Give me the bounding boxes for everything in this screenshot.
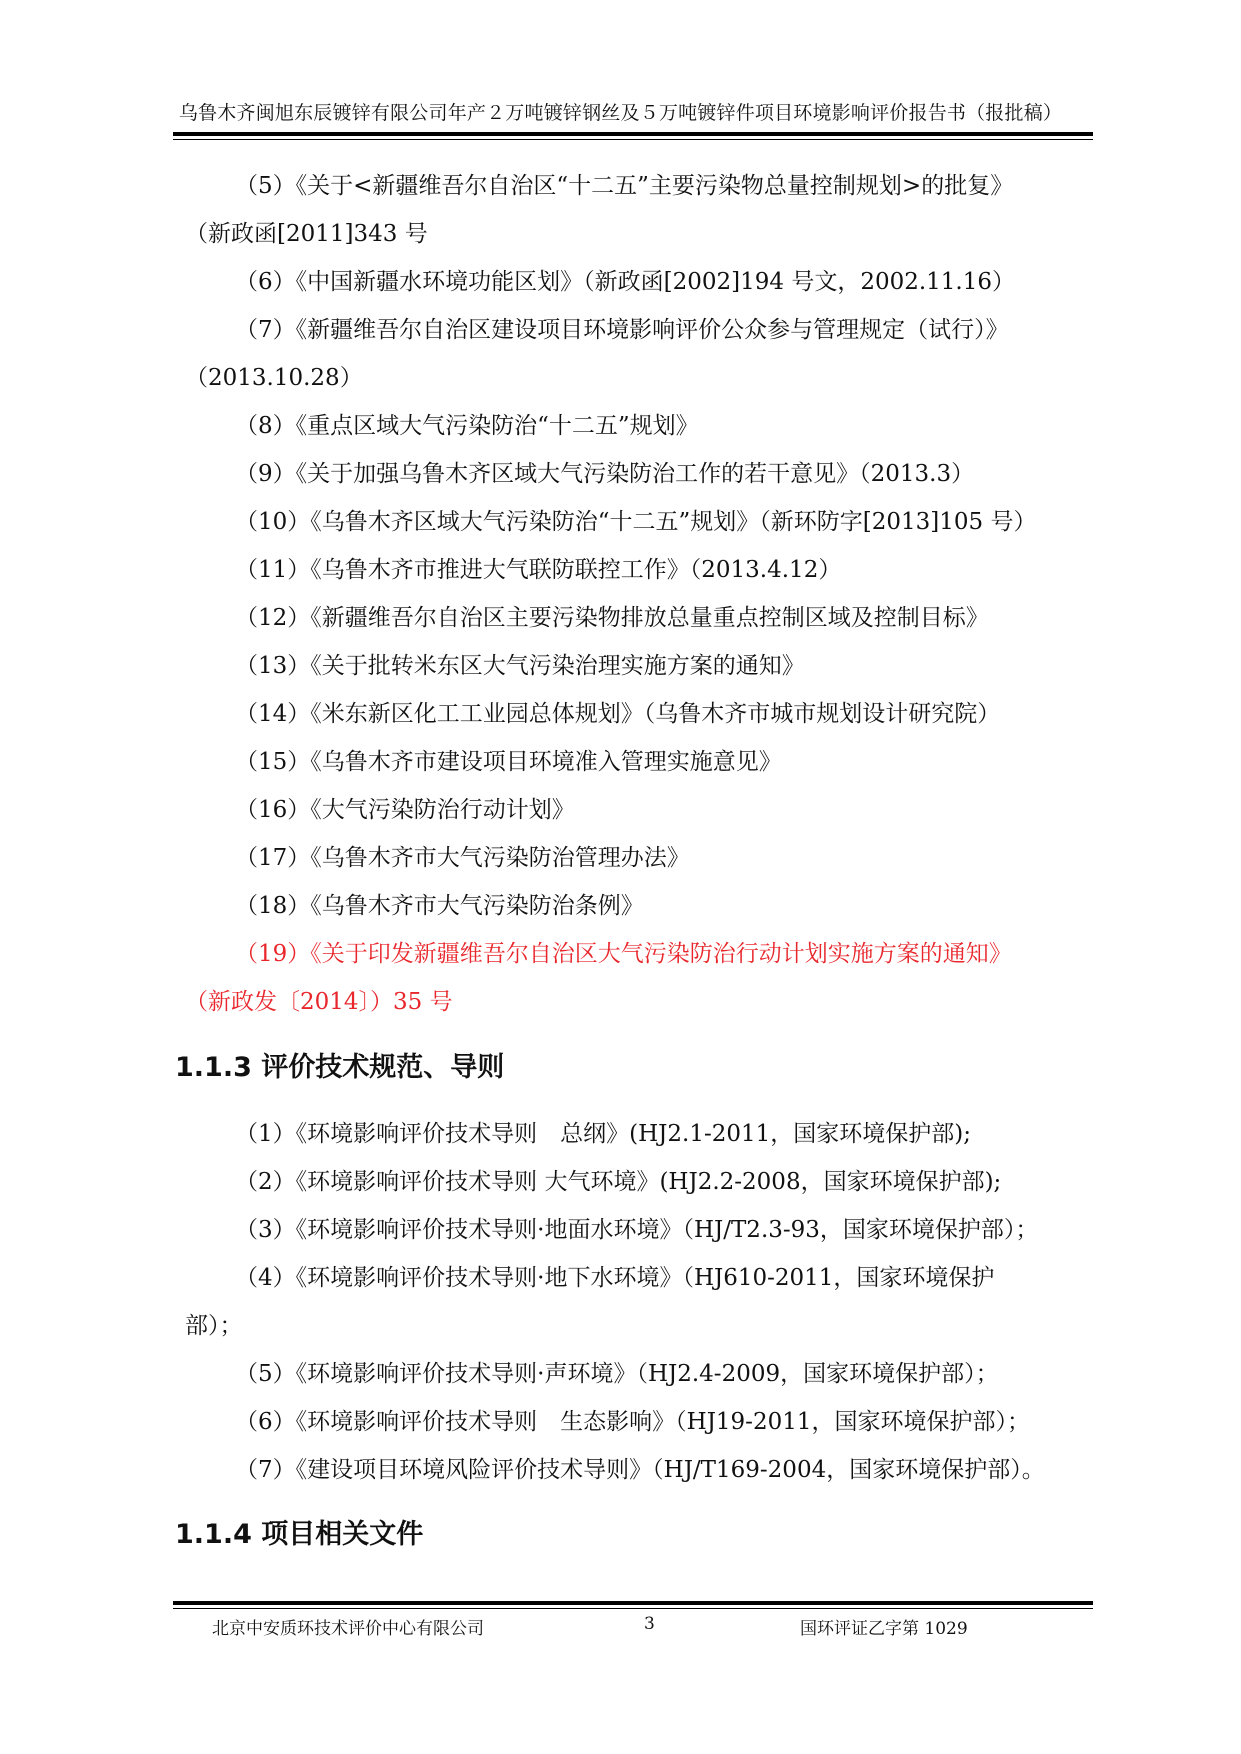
list-item: （8）《重点区域大气污染防治“十二五”规划》	[235, 413, 699, 439]
footer-certificate: 国环评证乙字第 1029	[800, 1619, 968, 1639]
list-item-continuation-highlighted: （新政发〔2014〕）35 号	[185, 989, 453, 1015]
page-number: 3	[644, 1614, 655, 1634]
list-item: （4）《环境影响评价技术导则·地下水环境》（HJ610-2011，国家环境保护	[235, 1265, 995, 1291]
list-item: （3）《环境影响评价技术导则·地面水环境》（HJ/T2.3-93，国家环境保护部）；	[235, 1217, 1039, 1243]
list-item: （6）《中国新疆水环境功能区划》（新政函[2002]194 号文，2002.11.16）	[235, 269, 1016, 295]
list-item: （17）《乌鲁木齐市大气污染防治管理办法》	[235, 845, 690, 871]
list-item-continuation: （新政函[2011]343 号	[185, 221, 428, 247]
list-item: （16）《大气污染防治行动计划》	[235, 797, 575, 823]
header-rule-thick	[173, 132, 1093, 136]
document-title: 乌鲁木齐闽旭东辰镀锌有限公司年产２万吨镀锌钢丝及５万吨镀锌件项目环境影响评价报告书（报批稿）	[178, 102, 1063, 124]
list-item: （10）《乌鲁木齐区域大气污染防治“十二五”规划》（新环防字[2013]105 号）	[235, 509, 1037, 535]
list-item: （9）《关于加强乌鲁木齐区域大气污染防治工作的若干意见》（2013.3）	[235, 461, 975, 487]
list-item-continuation: （2013.10.28）	[185, 365, 363, 391]
list-item: （5）《环境影响评价技术导则·声环境》（HJ2.4-2009，国家环境保护部）；	[235, 1361, 999, 1387]
section-heading-1-1-3: 1.1.3 评价技术规范、导则	[175, 1052, 505, 1083]
list-item: （7）《新疆维吾尔自治区建设项目环境影响评价公众参与管理规定（试行）》	[235, 317, 1009, 343]
header-rule-thin	[173, 139, 1093, 140]
list-item: （6）《环境影响评价技术导则 生态影响》（HJ19-2011，国家环境保护部）；	[235, 1409, 1030, 1435]
list-item: （11）《乌鲁木齐市推进大气联防联控工作》（2013.4.12）	[235, 557, 842, 583]
list-item: （14）《米东新区化工工业园总体规划》（乌鲁木齐市城市规划设计研究院）	[235, 701, 1001, 727]
footer-rule-thick	[173, 1601, 1093, 1605]
list-item: （1）《环境影响评价技术导则 总纲》(HJ2.1-2011，国家环境保护部);	[235, 1121, 971, 1147]
list-item-highlighted: （19）《关于印发新疆维吾尔自治区大气污染防治行动计划实施方案的通知》	[235, 941, 1012, 967]
list-item: （7）《建设项目环境风险评价技术导则》（HJ/T169-2004，国家环境保护部）。	[235, 1457, 1045, 1483]
footer-rule-thin	[173, 1608, 1093, 1609]
list-item: （13）《关于批转米东区大气污染治理实施方案的通知》	[235, 653, 805, 679]
list-item-continuation: 部）；	[185, 1313, 243, 1339]
list-item: （18）《乌鲁木齐市大气污染防治条例》	[235, 893, 644, 919]
list-item: （5）《关于<新疆维吾尔自治区“十二五”主要污染物总量控制规划>的批复》	[235, 173, 1014, 199]
list-item: （2）《环境影响评价技术导则 大气环境》(HJ2.2-2008，国家环境保护部);	[235, 1169, 1002, 1195]
section-heading-1-1-4: 1.1.4 项目相关文件	[175, 1519, 424, 1550]
list-item: （12）《新疆维吾尔自治区主要污染物排放总量重点控制区域及控制目标》	[235, 605, 989, 631]
footer-company: 北京中安质环技术评价中心有限公司	[212, 1619, 484, 1639]
list-item: （15）《乌鲁木齐市建设项目环境准入管理实施意见》	[235, 749, 782, 775]
